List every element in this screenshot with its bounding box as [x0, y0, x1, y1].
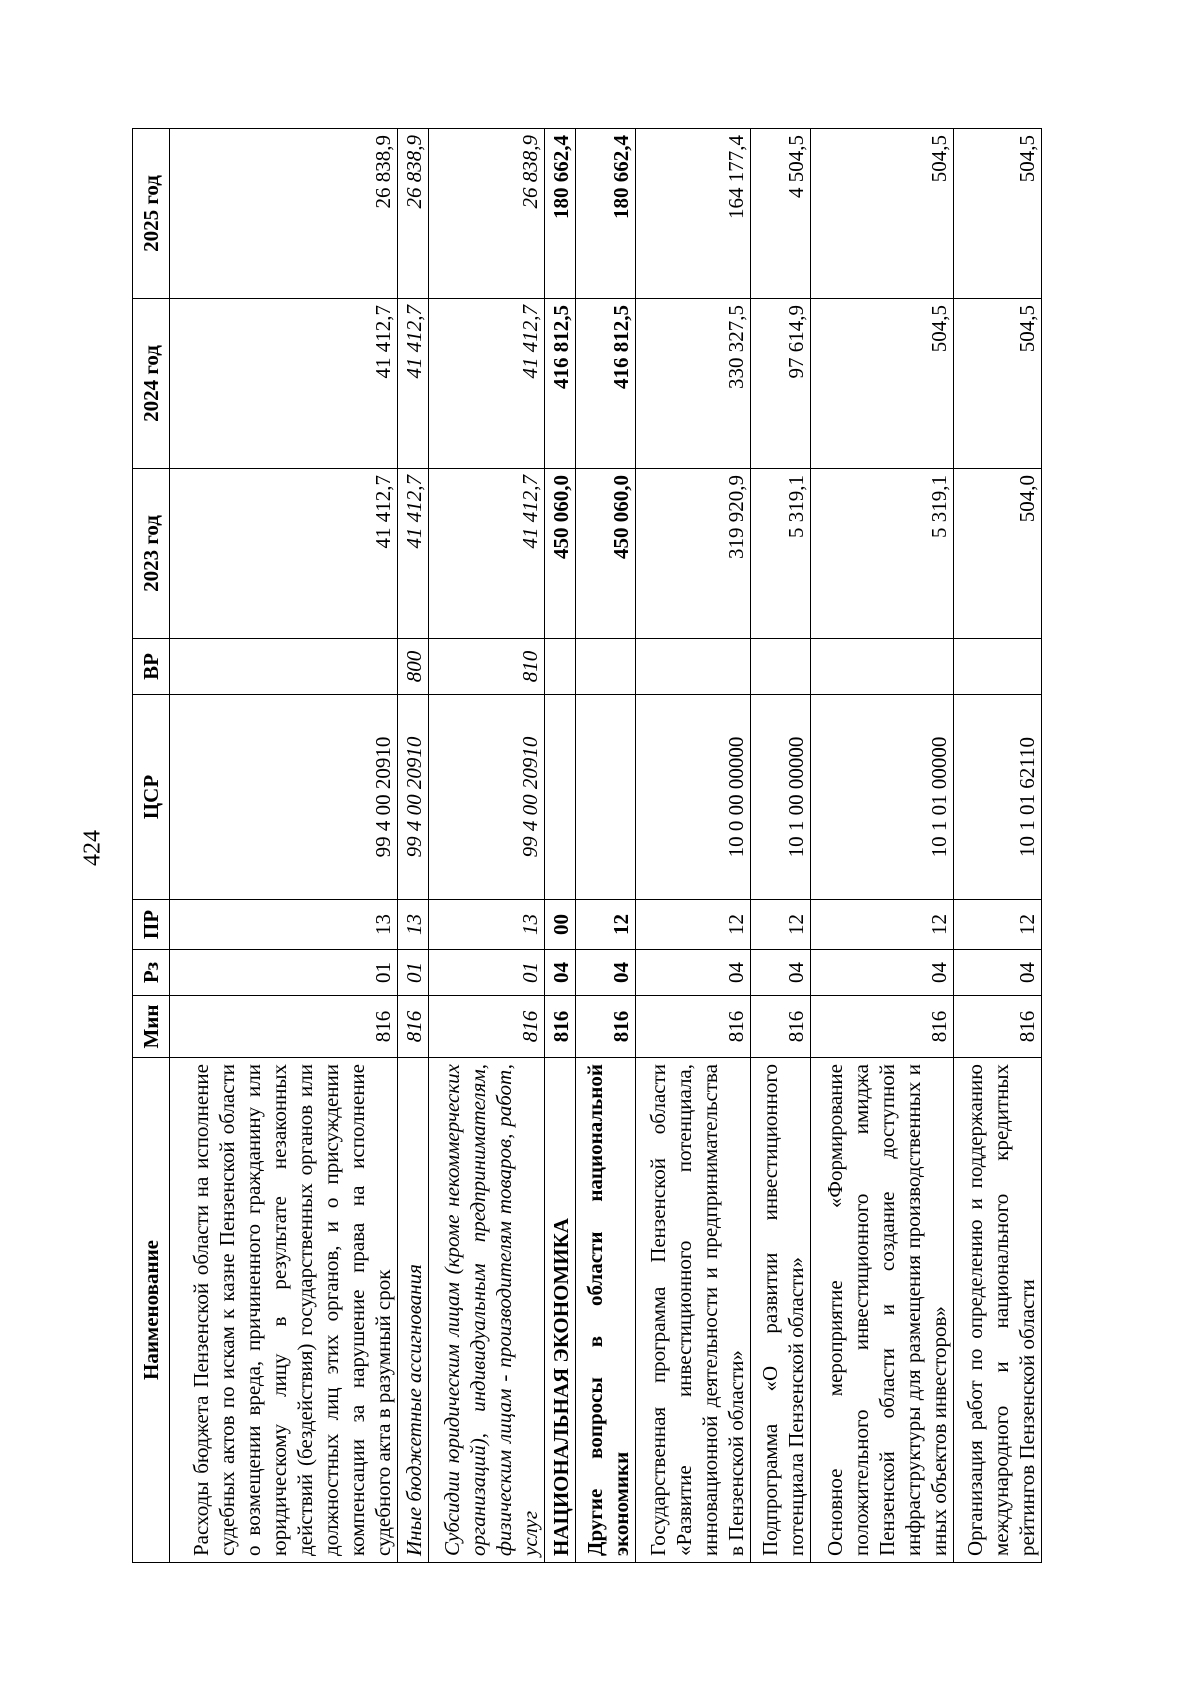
table-row	[429, 129, 545, 1563]
row-2024: 97 614,9	[751, 299, 810, 469]
row-rz: 01	[429, 950, 545, 996]
table-row	[576, 129, 635, 1563]
row-min: 816	[397, 996, 428, 1058]
row-min: 816	[751, 996, 810, 1058]
row-csr: 10 1 00 00000	[751, 695, 810, 900]
row-vr	[810, 639, 954, 695]
table-row	[954, 129, 1042, 1563]
table-sheet	[132, 128, 1042, 1563]
row-min: 816	[170, 996, 398, 1058]
row-vr	[635, 639, 751, 695]
row-rz: 01	[397, 950, 428, 996]
row-2025: 164 177,4	[635, 129, 751, 299]
row-min: 816	[810, 996, 954, 1058]
row-2023: 41 412,7	[429, 469, 545, 639]
row-2023: 41 412,7	[170, 469, 398, 639]
row-2024: 504,5	[954, 299, 1042, 469]
row-2024: 41 412,7	[429, 299, 545, 469]
row-pr: 13	[170, 900, 398, 950]
row-name: НАЦИОНАЛЬНАЯ ЭКОНОМИКА	[544, 1058, 575, 1563]
row-name: Иные бюджетные ассигнования	[397, 1058, 428, 1563]
row-vr: 800	[397, 639, 428, 695]
header-2025: 2025 год	[133, 129, 170, 299]
header-2023: 2023 год	[133, 469, 170, 639]
row-pr: 12	[576, 900, 635, 950]
row-2025: 504,5	[954, 129, 1042, 299]
row-csr: 99 4 00 20910	[429, 695, 545, 900]
row-rz: 04	[751, 950, 810, 996]
row-vr: 810	[429, 639, 545, 695]
row-csr: 10 0 00 00000	[635, 695, 751, 900]
row-2024: 416 812,5	[544, 299, 575, 469]
row-pr: 13	[429, 900, 545, 950]
row-name: Расходы бюджета Пензенской области на исполнение судебных актов по искам к казне Пензенской области о возмещении вреда, причиненного гражданину или юридическому лицу в результате незаконных действий (бездействия) государственных органов или должностных лиц этих органов, и о присуждении компенсации за нарушение права на исполнение судебного акта в разумный срок	[170, 1058, 398, 1563]
row-2025: 180 662,4	[576, 129, 635, 299]
row-name: Подпрограмма «О развитии инвестиционного потенциала Пензенской области»	[751, 1058, 810, 1563]
row-vr	[544, 639, 575, 695]
row-pr: 12	[954, 900, 1042, 950]
header-2024: 2024 год	[133, 299, 170, 469]
header-vr: ВР	[133, 639, 170, 695]
row-rz: 01	[170, 950, 398, 996]
row-rz: 04	[576, 950, 635, 996]
table-row	[810, 129, 954, 1563]
header-pr: ПР	[133, 900, 170, 950]
page-number: 424	[79, 830, 106, 866]
row-2023: 450 060,0	[544, 469, 575, 639]
row-name: Государственная программа Пензенской области «Развитие инвестиционного потенциала, инновационной деятельности и предпринимательства в Пензенской области»	[635, 1058, 751, 1563]
row-pr: 12	[810, 900, 954, 950]
row-rz: 04	[544, 950, 575, 996]
table-row	[170, 129, 398, 1563]
row-2024: 416 812,5	[576, 299, 635, 469]
header-rz: Рз	[133, 950, 170, 996]
row-2025: 26 838,9	[429, 129, 545, 299]
row-rz: 04	[954, 950, 1042, 996]
row-min: 816	[954, 996, 1042, 1058]
row-name: Другие вопросы в области национальной экономики	[576, 1058, 635, 1563]
row-2024: 330 327,5	[635, 299, 751, 469]
row-2024: 41 412,7	[170, 299, 398, 469]
table-row	[635, 129, 751, 1563]
row-name: Основное мероприятие «Формирование положительного инвестиционного имиджа Пензенской области и создание доступной инфраструктуры для размещения производственных и иных объектов инвесторов»	[810, 1058, 954, 1563]
row-name: Организация работ по определению и поддержанию международного и национального кредитных рейтингов Пензенской области	[954, 1058, 1042, 1563]
row-rz: 04	[635, 950, 751, 996]
table-row	[751, 129, 810, 1563]
row-2023: 504,0	[954, 469, 1042, 639]
row-min: 816	[635, 996, 751, 1058]
header-min: Мин	[133, 996, 170, 1058]
row-csr: 10 1 01 62110	[954, 695, 1042, 900]
row-name: Субсидии юридическим лицам (кроме некоммерческих организаций), индивидуальным предпринимателям, физическим лицам - производителям товаров, работ, услуг	[429, 1058, 545, 1563]
table-row	[544, 129, 575, 1563]
row-2023: 41 412,7	[397, 469, 428, 639]
row-2023: 450 060,0	[576, 469, 635, 639]
table-header-row	[133, 129, 170, 1563]
row-2024: 41 412,7	[397, 299, 428, 469]
row-csr	[576, 695, 635, 900]
table-row	[397, 129, 428, 1563]
row-2025: 26 838,9	[397, 129, 428, 299]
row-2023: 5 319,1	[751, 469, 810, 639]
row-2024: 504,5	[810, 299, 954, 469]
budget-table	[132, 128, 1042, 1563]
row-2025: 4 504,5	[751, 129, 810, 299]
row-2025: 504,5	[810, 129, 954, 299]
row-csr: 99 4 00 20910	[170, 695, 398, 900]
row-2023: 5 319,1	[810, 469, 954, 639]
row-pr: 13	[397, 900, 428, 950]
row-csr: 10 1 01 00000	[810, 695, 954, 900]
row-2023: 319 920,9	[635, 469, 751, 639]
row-min: 816	[576, 996, 635, 1058]
row-min: 816	[544, 996, 575, 1058]
header-csr: ЦСР	[133, 695, 170, 900]
row-vr	[170, 639, 398, 695]
header-name: Наименование	[133, 1058, 170, 1563]
row-csr: 99 4 00 20910	[397, 695, 428, 900]
row-vr	[954, 639, 1042, 695]
row-2025: 26 838,9	[170, 129, 398, 299]
row-vr	[751, 639, 810, 695]
row-rz: 04	[810, 950, 954, 996]
row-vr	[576, 639, 635, 695]
row-min: 816	[429, 996, 545, 1058]
row-pr: 12	[751, 900, 810, 950]
row-pr: 00	[544, 900, 575, 950]
row-2025: 180 662,4	[544, 129, 575, 299]
row-csr	[544, 695, 575, 900]
row-pr: 12	[635, 900, 751, 950]
rotated-table-container	[132, 128, 1042, 1563]
